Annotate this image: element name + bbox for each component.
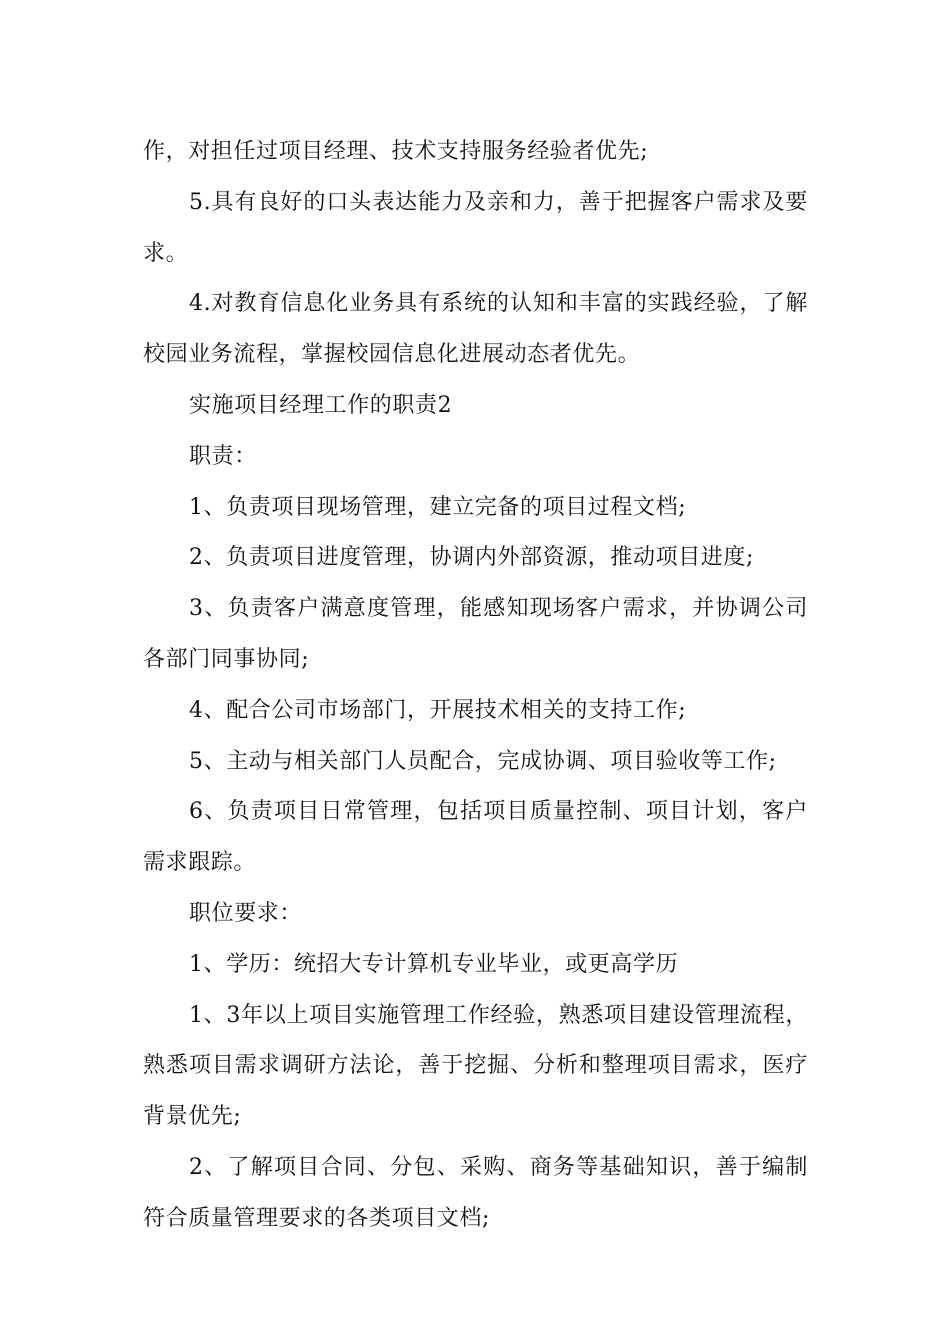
section-heading: 实施项目经理工作的职责2 xyxy=(189,392,453,418)
duty-item-3: 3、负责客户满意度管理，能感知现场客户需求，并协调公司各部门同事协同; xyxy=(143,596,808,672)
requirements-heading: 职位要求： xyxy=(189,900,303,926)
duties-heading: 职责： xyxy=(189,443,257,469)
requirement-item-education: 1、学历：统招大专计算机专业毕业，或更高学历 xyxy=(189,951,679,977)
document-body xyxy=(143,127,808,1245)
paragraph-requirement-4: 4.对教育信息化业务具有系统的认知和丰富的实践经验，了解校园业务流程，掌握校园信息化进展动态者优先。 xyxy=(143,291,808,368)
duty-item-6: 6、负责项目日常管理，包括项目质量控制、项目计划，客户需求跟踪。 xyxy=(143,799,808,876)
requirement-item-experience: 1、3年以上项目实施管理工作经验，熟悉项目建设管理流程，熟悉项目需求调研方法论，善于挖掘、分析和整理项目需求，医疗背景优先; xyxy=(143,1002,808,1130)
paragraph-requirement-5: 5.具有良好的口头表达能力及亲和力，善于把握客户需求及要求。 xyxy=(143,189,808,266)
paragraph-continuation: 作，对担任过项目经理、技术支持服务经验者优先; xyxy=(143,139,649,164)
duty-item-5: 5、主动与相关部门人员配合，完成协调、项目验收等工作; xyxy=(189,748,777,774)
requirement-item-knowledge: 2、了解项目合同、分包、采购、商务等基础知识，善于编制符合质量管理要求的各类项目文档; xyxy=(143,1154,808,1231)
duty-item-2: 2、负责项目进度管理，协调内外部资源，推动项目进度; xyxy=(189,545,755,571)
duty-item-4: 4、配合公司市场部门，开展技术相关的支持工作; xyxy=(189,697,687,723)
duty-item-1: 1、负责项目现场管理，建立完备的项目过程文档; xyxy=(189,494,687,520)
